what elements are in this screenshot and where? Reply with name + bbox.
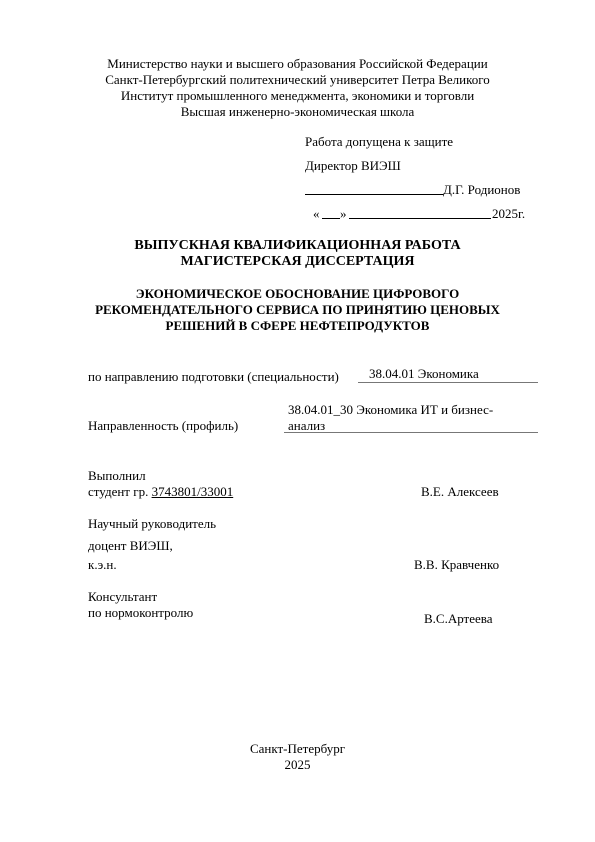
supervisor-name: В.В. Кравченко bbox=[414, 557, 500, 572]
date-quote-close: » bbox=[340, 206, 347, 221]
school-line: Высшая инженерно-экономическая школа bbox=[180, 104, 415, 119]
date-month-line bbox=[349, 218, 491, 219]
consultant-subrole: по нормоконтролю bbox=[88, 605, 194, 620]
author-name: В.Е. Алексеев bbox=[421, 484, 499, 499]
author-group: 3743801/33001 bbox=[151, 484, 234, 499]
supervisor-role: Научный руководитель bbox=[88, 516, 217, 531]
profile-value-line2: анализ bbox=[288, 418, 326, 433]
direction-label: по направлению подготовки (специальности) bbox=[88, 369, 339, 384]
work-subtype: МАГИСТЕРСКАЯ ДИССЕРТАЦИЯ bbox=[180, 254, 415, 269]
thesis-title-line3: РЕШЕНИЙ В СФЕРЕ НЕФТЕПРОДУКТОВ bbox=[165, 318, 430, 333]
thesis-title-line1: ЭКОНОМИЧЕСКОЕ ОБОСНОВАНИЕ ЦИФРОВОГО bbox=[135, 286, 460, 301]
profile-label: Направленность (профиль) bbox=[88, 418, 239, 433]
consultant-role: Консультант bbox=[88, 589, 158, 604]
date-day-line bbox=[322, 218, 340, 219]
consultant-name: В.С.Артеева bbox=[424, 611, 493, 626]
director-name: Д.Г. Родионов bbox=[443, 182, 521, 197]
footer-city: Санкт-Петербург bbox=[249, 741, 346, 756]
date-year: 2025г. bbox=[492, 206, 526, 221]
thesis-title-line2: РЕКОМЕНДАТЕЛЬНОГО СЕРВИСА ПО ПРИНЯТИЮ ЦЕНОВЫХ bbox=[95, 302, 500, 317]
supervisor-position: доцент ВИЭШ, bbox=[88, 538, 173, 553]
director-signature-line bbox=[305, 194, 443, 195]
author-group-row bbox=[88, 484, 233, 500]
profile-underline bbox=[284, 432, 538, 433]
author-role: Выполнил bbox=[88, 468, 146, 483]
profile-value-line1: 38.04.01_30 Экономика ИТ и бизнес- bbox=[288, 402, 494, 417]
approval-director: Директор ВИЭШ bbox=[305, 158, 401, 173]
approval-admitted: Работа допущена к защите bbox=[305, 134, 454, 149]
date-quote-open: « bbox=[313, 206, 320, 221]
footer-year: 2025 bbox=[284, 757, 311, 772]
supervisor-degree: к.э.н. bbox=[88, 557, 117, 572]
ministry-line: Министерство науки и высшего образования Российской Федерации bbox=[107, 56, 488, 71]
author-group-prefix: студент гр. bbox=[88, 484, 152, 499]
university-line: Санкт-Петербургский политехнический университет Петра Великого bbox=[105, 72, 490, 87]
work-type: ВЫПУСКНАЯ КВАЛИФИКАЦИОННАЯ РАБОТА bbox=[134, 238, 461, 253]
direction-value: 38.04.01 Экономика bbox=[369, 366, 479, 381]
direction-underline bbox=[358, 382, 538, 383]
institute-line: Институт промышленного менеджмента, экономики и торговли bbox=[120, 88, 475, 103]
